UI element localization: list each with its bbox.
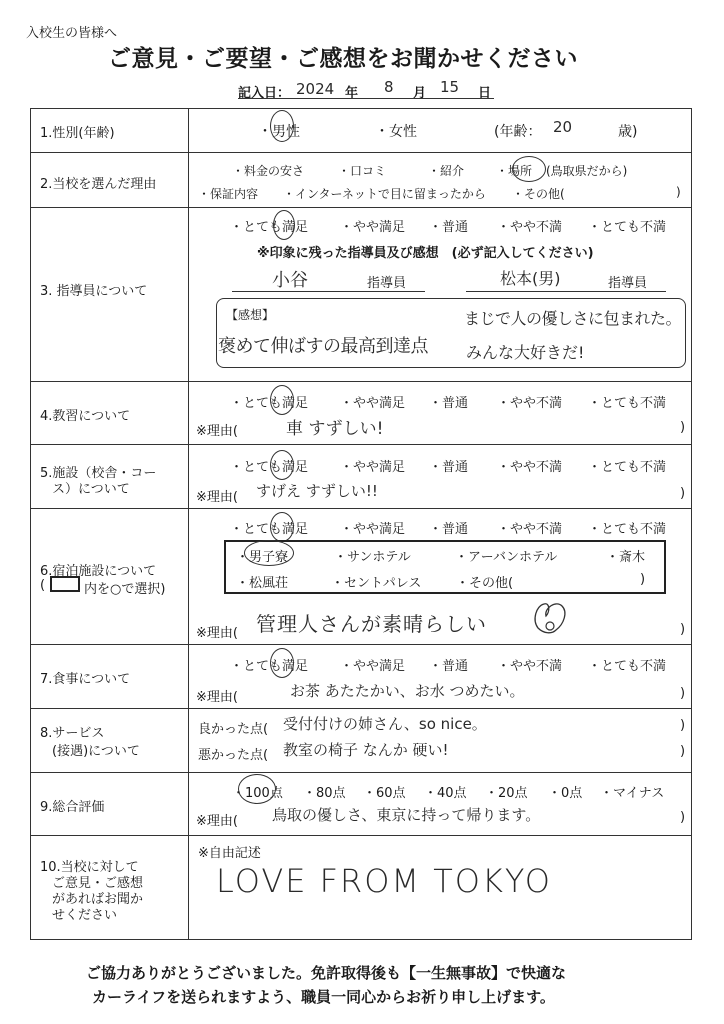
q7-reason-close: ) — [680, 686, 686, 701]
q4-reason-value: 車 すずしい! — [286, 419, 384, 439]
q3-instructor2-suffix: 指導員 — [608, 276, 648, 291]
q3-instructor1-name: 小谷 — [272, 270, 308, 291]
q4-reason-label: ※理由( — [196, 424, 238, 439]
q1-label: 1.性別(年齢) — [40, 126, 115, 141]
score-20[interactable]: ・20点 — [485, 786, 528, 801]
rating-very-dissatisfied[interactable]: ・とても不満 — [588, 396, 667, 411]
selection-circle — [512, 156, 546, 182]
q8-good-label: 良かった点( — [198, 722, 269, 737]
row-divider — [30, 772, 692, 773]
q9-reason-value: 鳥取の優しさ、東京に持って帰ります。 — [272, 806, 541, 824]
q5-reason-close: ) — [680, 486, 686, 501]
q1-age-label: (年齢： — [494, 124, 542, 140]
q5-label-line2: ス）について — [52, 482, 130, 497]
label-column-divider — [188, 108, 189, 940]
q2-option-price[interactable]: ・料金の安さ — [232, 164, 305, 178]
q3-impression-label: 【感想】 — [226, 308, 275, 322]
q1-female-option[interactable]: ・女性 — [375, 124, 417, 140]
selection-circle — [270, 110, 294, 142]
q6-facility-other-close: ) — [640, 572, 646, 587]
q5-reason-label: ※理由( — [196, 490, 238, 505]
q3-comment2b: みんな大好きだ! — [466, 343, 585, 362]
greeting: 入校生の皆様へ — [26, 26, 118, 41]
rating-neutral[interactable]: ・普通 — [429, 522, 469, 537]
footer-line2: カーライフを送られますよう、職員一同心からお祈り申し上げます。 — [92, 988, 555, 1006]
selection-circle — [270, 385, 294, 415]
rating-very-satisfied[interactable]: ・とても満足 — [230, 220, 309, 235]
rating-very-dissatisfied[interactable]: ・とても不満 — [588, 220, 667, 235]
rating-satisfied[interactable]: ・やや満足 — [340, 522, 406, 537]
rating-neutral[interactable]: ・普通 — [429, 396, 469, 411]
rating-dissatisfied[interactable]: ・やや不満 — [497, 460, 563, 475]
row-divider — [30, 152, 692, 153]
row-divider — [30, 207, 692, 208]
q8-bad-value: 教室の椅子 なんか 硬い! — [283, 741, 449, 759]
rating-neutral[interactable]: ・普通 — [429, 220, 469, 235]
q6-facility-urban-hotel[interactable]: ・アーバンホテル — [455, 550, 558, 565]
date-month: 8 — [384, 78, 394, 96]
q6-facility-other[interactable]: ・その他( — [456, 576, 514, 591]
q6-reason-value: 管理人さんが素晴らしい — [256, 612, 487, 636]
row-divider — [30, 381, 692, 382]
row-divider — [30, 708, 692, 709]
q8-good-value: 受付付けの姉さん、so nice。 — [283, 715, 487, 733]
q1-age-unit: 歳) — [618, 124, 638, 140]
selection-circle — [273, 210, 295, 240]
q4-label: 4.教習について — [40, 409, 131, 424]
q10-label-line4: せください — [52, 908, 118, 923]
date-underline — [238, 98, 494, 99]
q2-option-referral[interactable]: ・紹介 — [428, 164, 465, 178]
q6-facility-saiki[interactable]: ・斎木 — [606, 550, 646, 565]
q2-option-internet[interactable]: ・インターネットで目に留まったから — [283, 187, 486, 201]
rating-satisfied[interactable]: ・やや満足 — [340, 396, 406, 411]
q10-label-line1: 10.当校に対して — [40, 860, 139, 875]
row-divider — [30, 508, 692, 509]
rating-very-satisfied[interactable]: ・とても満足 — [230, 522, 309, 537]
q7-reason-label: ※理由( — [196, 690, 238, 705]
score-0[interactable]: ・0点 — [548, 786, 583, 801]
smiley-doodle — [530, 598, 570, 638]
rating-neutral[interactable]: ・普通 — [429, 659, 469, 674]
instructor2-underline — [466, 291, 666, 292]
q5-reason-value: すげえ すずしい!! — [256, 482, 378, 500]
q10-label-line2: ご意見・ご感想 — [52, 876, 144, 891]
q8-label-line2: (接遇)について — [52, 744, 140, 759]
date-day: 15 — [440, 78, 460, 96]
rating-very-satisfied[interactable]: ・とても満足 — [230, 396, 309, 411]
q3-comment2a: まじで人の優しさに包まれた。 — [464, 309, 682, 328]
rating-very-satisfied[interactable]: ・とても満足 — [230, 659, 309, 674]
q2-option-other[interactable]: ・その他( — [512, 187, 565, 201]
q1-age-value: 20 — [553, 118, 573, 136]
q9-label: 9.総合評価 — [40, 800, 105, 815]
selection-circle — [270, 450, 294, 480]
q6-reason-close: ) — [680, 622, 686, 637]
rating-very-dissatisfied[interactable]: ・とても不満 — [588, 659, 667, 674]
selection-circle — [270, 648, 294, 678]
rating-satisfied[interactable]: ・やや満足 — [340, 460, 406, 475]
q6-facility-sun-hotel[interactable]: ・サンホテル — [334, 550, 411, 565]
rating-very-dissatisfied[interactable]: ・とても不満 — [588, 522, 667, 537]
q10-label-line3: があればお聞か — [52, 892, 144, 907]
q10-free-label: ※自由記述 — [198, 846, 261, 861]
q6-facility-shofuso[interactable]: ・松風荘 — [236, 576, 289, 591]
rating-neutral[interactable]: ・普通 — [429, 460, 469, 475]
footer-line1: ご協力ありがとうございました。免許取得後も【一生無事故】で快適な — [86, 964, 567, 982]
q3-label: 3. 指導員について — [40, 284, 148, 299]
q8-label-line1: 8.サービス — [40, 726, 105, 741]
score-80[interactable]: ・80点 — [303, 786, 346, 801]
q4-reason-close: ) — [680, 420, 686, 435]
selection-circle — [270, 512, 294, 542]
q6-box-icon — [50, 576, 80, 592]
score-100[interactable]: ・100点 — [232, 786, 283, 801]
rating-satisfied[interactable]: ・やや満足 — [340, 220, 406, 235]
rating-satisfied[interactable]: ・やや満足 — [340, 659, 406, 674]
q6-label-line2-pre: ( — [40, 578, 46, 593]
date-day-unit: 日 — [478, 86, 492, 101]
q8-bad-close: ) — [680, 744, 686, 759]
q6-label-line1: 6.宿泊施設について — [40, 564, 157, 579]
date-year-unit: 年 — [345, 86, 359, 101]
date-label: 記入日： — [238, 86, 291, 101]
q6-facility-boys-dorm[interactable]: ・男子寮 — [236, 550, 289, 565]
row-divider — [30, 644, 692, 645]
date-month-unit: 月 — [413, 86, 427, 101]
q2-option-warranty[interactable]: ・保証内容 — [198, 187, 259, 201]
q3-comment1: 褒めて伸ばすの最高到達点 — [218, 336, 428, 357]
q7-label: 7.食事について — [40, 672, 131, 687]
score-minus[interactable]: ・マイナス — [600, 786, 665, 801]
q8-good-close: ) — [680, 718, 686, 733]
q5-label-line1: 5.施設（校舎・コー — [40, 466, 157, 481]
row-divider — [30, 835, 692, 836]
q6-facility-saint-palace[interactable]: ・セントパレス — [331, 576, 422, 591]
selection-circle — [238, 774, 276, 804]
q3-instructor1-suffix: 指導員 — [367, 276, 407, 291]
rating-very-dissatisfied[interactable]: ・とても不満 — [588, 460, 667, 475]
rating-dissatisfied[interactable]: ・やや不満 — [497, 396, 563, 411]
rating-dissatisfied[interactable]: ・やや不満 — [497, 220, 563, 235]
q9-reason-close: ) — [680, 810, 686, 825]
date-year: 2024 — [296, 80, 335, 98]
q3-instructor2-name: 松本(男) — [500, 269, 561, 288]
q6-reason-label: ※理由( — [196, 626, 238, 641]
selection-circle — [244, 540, 294, 566]
q10-free-text: LOVE FROM TOKYO — [216, 862, 552, 900]
q9-reason-label: ※理由( — [196, 814, 238, 829]
score-40[interactable]: ・40点 — [424, 786, 467, 801]
q7-reason-value: お茶 あたたかい、お水 つめたい。 — [290, 682, 525, 700]
q2-option-location[interactable]: ・場所 — [496, 164, 533, 178]
score-60[interactable]: ・60点 — [363, 786, 406, 801]
q2-location-note: (鳥取県だから) — [546, 164, 628, 178]
q6-label-line2-post: 内を○で選択) — [84, 582, 166, 597]
q2-option-review[interactable]: ・口コミ — [338, 164, 387, 178]
rating-very-satisfied[interactable]: ・とても満足 — [230, 460, 309, 475]
rating-dissatisfied[interactable]: ・やや不満 — [497, 522, 563, 537]
q1-male-option[interactable]: ・男性 — [258, 124, 300, 140]
q2-label: 2.当校を選んだ理由 — [40, 177, 157, 192]
q3-note: ※印象に残った指導員及び感想 (必ず記入してください) — [257, 246, 594, 261]
q2-other-close: ) — [676, 185, 681, 199]
page-title: ご意見・ご要望・ご感想をお聞かせください — [108, 46, 578, 72]
q8-bad-label: 悪かった点( — [198, 748, 269, 763]
rating-dissatisfied[interactable]: ・やや不満 — [497, 659, 563, 674]
instructor1-underline — [232, 291, 425, 292]
row-divider — [30, 444, 692, 445]
